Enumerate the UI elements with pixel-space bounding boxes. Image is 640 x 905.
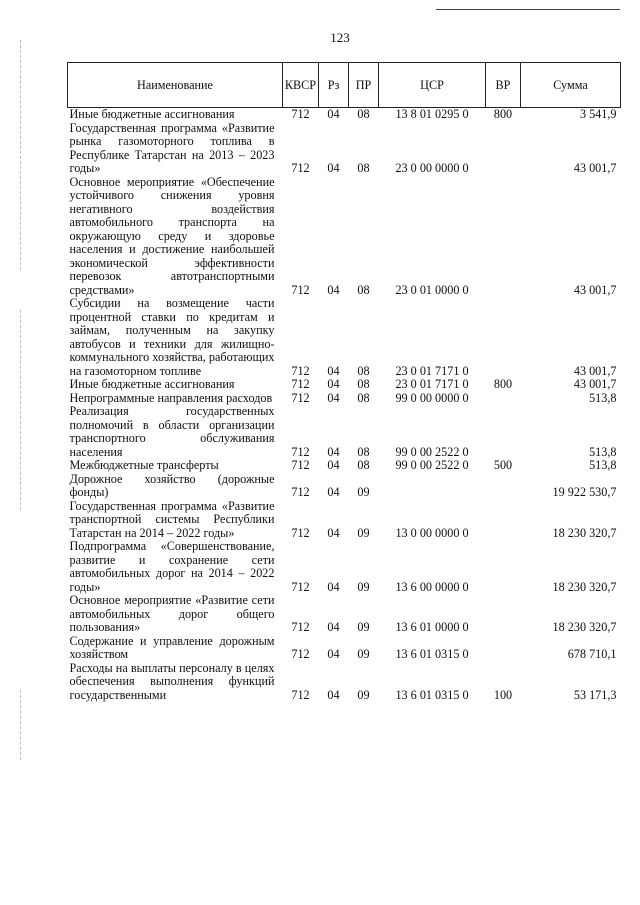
row-name: Содержание и управление дорожным хозяйством: [69, 633, 275, 661]
row-csr: 13 6 01 0315 0: [395, 647, 469, 661]
row-csr: 23 0 01 7171 0: [395, 363, 469, 378]
row-rz: 04: [327, 161, 340, 175]
row-kvsr: 712: [291, 363, 310, 378]
column-header-kvsr: КВСР: [283, 63, 319, 108]
row-vr: 800: [493, 377, 513, 391]
table-row: [68, 297, 621, 378]
row-sum: 43 001,7: [573, 377, 617, 391]
row-kvsr: 712: [291, 525, 310, 540]
table-row: [68, 378, 621, 392]
row-rz: 04: [327, 687, 340, 702]
row-pr: 08: [357, 282, 370, 297]
row-csr: 13 6 00 0000 0: [395, 579, 469, 594]
row-rz: 04: [327, 363, 340, 378]
row-csr: 13 8 01 0295 0: [395, 107, 469, 121]
row-rz: 04: [327, 525, 340, 540]
row-csr: 13 6 01 0000 0: [395, 620, 469, 634]
row-rz: 04: [327, 390, 340, 405]
top-rule: [436, 9, 620, 10]
row-name: Основное мероприятие «Обеспечение устойчивого снижения уровня негативного воздействия автомобильного транспорта на окружающую среду и здоровье населения и достижение наибольшей экономической эффективности перевозок автотранспортными средствами»: [69, 174, 275, 297]
row-sum: 53 171,3: [573, 687, 617, 702]
row-kvsr: 712: [291, 458, 310, 472]
column-header-vr: ВР: [486, 63, 521, 108]
row-pr: 08: [357, 390, 370, 405]
row-pr: 09: [357, 579, 370, 594]
row-kvsr: 712: [291, 647, 310, 661]
row-vr: [486, 500, 521, 541]
row-rz: 04: [327, 485, 340, 499]
table-row: [68, 405, 621, 459]
row-rz: 04: [327, 579, 340, 594]
table-row: [68, 122, 621, 176]
row-kvsr: 712: [291, 390, 310, 405]
row-csr: 13 6 01 0315 0: [395, 687, 469, 702]
row-csr: 23 0 01 7171 0: [395, 377, 469, 391]
row-name: Субсидии на возмещение части процентной ставки по кредитам и займам, полученным на закупку автобусов и техники для жилищно-коммунального хозяйства, работающих на газомоторном топливе: [69, 296, 275, 378]
row-pr: 09: [357, 485, 370, 499]
row-pr: 08: [357, 107, 370, 121]
column-header-sum: Сумма: [521, 63, 621, 108]
column-header-name: Наименование: [68, 63, 283, 108]
row-sum: 678 710,1: [567, 647, 617, 661]
row-sum: 3 541,9: [579, 107, 617, 121]
row-pr: 08: [357, 377, 370, 391]
row-pr: 09: [357, 525, 370, 540]
row-vr: [486, 176, 521, 298]
row-csr: [379, 473, 486, 500]
row-name: Иные бюджетные ассигнования: [69, 107, 235, 121]
row-kvsr: 712: [291, 687, 310, 702]
row-sum: 43 001,7: [573, 282, 617, 297]
row-pr: 08: [357, 363, 370, 378]
row-name: Непрограммные направления расходов: [69, 390, 273, 405]
row-rz: 04: [327, 107, 340, 121]
row-name: Межбюджетные трансферты: [69, 458, 219, 472]
row-csr: 99 0 00 2522 0: [395, 444, 469, 459]
row-name: Реализация государственных полномочий в области организации транспортного обслуживания населения: [69, 404, 275, 459]
row-sum: 513,8: [589, 390, 617, 405]
row-kvsr: 712: [291, 620, 310, 634]
row-kvsr: 712: [291, 161, 310, 175]
row-vr: [486, 540, 521, 594]
row-rz: 04: [327, 377, 340, 391]
row-pr: 08: [357, 458, 370, 472]
row-vr: [486, 122, 521, 176]
row-rz: 04: [327, 458, 340, 472]
row-vr: [486, 594, 521, 635]
table-row: [68, 459, 621, 473]
row-vr: [486, 473, 521, 500]
row-pr: 09: [357, 687, 370, 702]
table-row: [68, 500, 621, 541]
row-vr: 800: [493, 107, 513, 121]
row-csr: 99 0 00 2522 0: [395, 458, 469, 472]
row-vr: [486, 297, 521, 378]
row-csr: 99 0 00 0000 0: [395, 390, 469, 405]
row-sum: 513,8: [589, 444, 617, 459]
row-rz: 04: [327, 647, 340, 661]
row-sum: 18 230 320,7: [552, 525, 617, 540]
table-row: [68, 594, 621, 635]
row-sum: 19 922 530,7: [552, 485, 617, 499]
row-rz: 04: [327, 620, 340, 634]
row-vr: [486, 635, 521, 662]
row-sum: 43 001,7: [573, 363, 617, 378]
margin-mark: [20, 690, 21, 760]
table-row: [68, 635, 621, 662]
row-vr: 100: [493, 687, 513, 702]
row-kvsr: 712: [291, 444, 310, 459]
table-row: [68, 176, 621, 298]
margin-mark: [20, 40, 21, 270]
row-sum: 18 230 320,7: [552, 579, 617, 594]
budget-table: [67, 62, 621, 702]
row-name: Государственная программа «Развитие рынка газомоторного топлива в Республике Татарстан на 2013 – 2023 годы»: [69, 120, 275, 175]
row-kvsr: 712: [291, 485, 310, 499]
row-csr: 23 0 00 0000 0: [395, 161, 469, 175]
column-header-rz: Рз: [319, 63, 349, 108]
row-vr: [486, 405, 521, 459]
row-pr: 08: [357, 444, 370, 459]
row-rz: 04: [327, 444, 340, 459]
row-csr: 13 0 00 0000 0: [395, 525, 469, 540]
row-sum: 43 001,7: [573, 161, 617, 175]
row-kvsr: 712: [291, 579, 310, 594]
table-header-row: [68, 63, 621, 108]
margin-mark: [20, 310, 21, 510]
row-vr: 500: [493, 458, 513, 472]
row-kvsr: 712: [291, 107, 310, 121]
row-vr: [486, 392, 521, 406]
row-name: Государственная программа «Развитие транспортной системы Республики Татарстан на 2014 – 2022 годы»: [69, 498, 275, 540]
row-name: Расходы на выплаты персоналу в целях обеспечения выполнения функций государственными: [69, 660, 275, 702]
column-header-pr: ПР: [349, 63, 379, 108]
table-row: [68, 392, 621, 406]
row-pr: 09: [357, 620, 370, 634]
page-number: 123: [330, 30, 350, 45]
row-csr: 23 0 01 0000 0: [395, 282, 469, 297]
row-pr: 08: [357, 161, 370, 175]
row-rz: 04: [327, 282, 340, 297]
row-name: Дорожное хозяйство (дорожные фонды): [69, 471, 275, 499]
table-row: [68, 108, 621, 122]
table-row: [68, 540, 621, 594]
row-sum: 18 230 320,7: [552, 620, 617, 634]
row-sum: 513,8: [589, 458, 617, 472]
row-name: Основное мероприятие «Развитие сети автомобильных дорог общего пользования»: [69, 593, 275, 634]
row-pr: 09: [357, 647, 370, 661]
row-name: Подпрограмма «Совершенствование, развитие и сохранение сети автомобильных дорог на 2014 – 2022 годы»: [69, 539, 275, 594]
row-name: Иные бюджетные ассигнования: [69, 377, 235, 391]
row-kvsr: 712: [291, 282, 310, 297]
row-kvsr: 712: [291, 377, 310, 391]
table-row: [68, 662, 621, 703]
column-header-csr: ЦСР: [379, 63, 486, 108]
table-row: [68, 473, 621, 500]
